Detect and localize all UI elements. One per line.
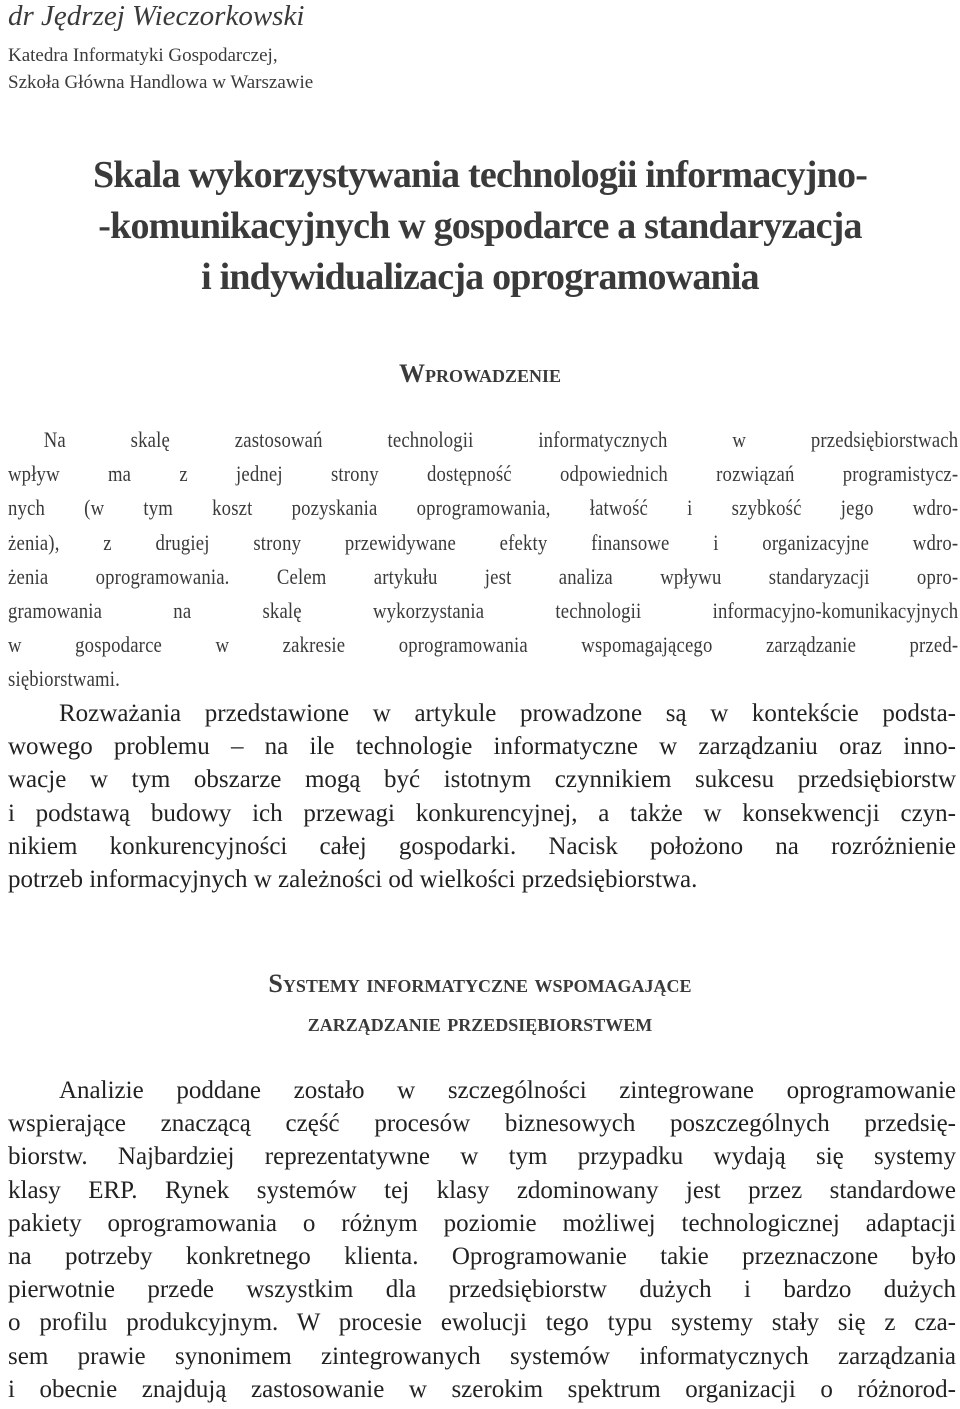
affiliation-department: Katedra Informatyki Gospodarczej, [8,45,278,66]
text-line: o profilu produkcyjnym. W procesie ewolucji tego typu systemy stały się z cza- [8,1309,956,1337]
text-line: w gospodarce w zakresie oprogramowania wspomagającego zarządzanie przed- [8,632,959,658]
introduction-text [8,423,958,697]
text-line: klasy ERP. Rynek systemów tej klasy zdominowany jest przez standardowe [8,1176,956,1204]
erp-systems-paragraph [8,1074,956,1406]
text-line: Na skalę zastosowań technologii informatycznych w przedsiębiorstwach [43,427,959,452]
paper-title [0,150,960,303]
title-line-2: -komunikacyjnych w gospodarce a standaryzacja [98,205,862,247]
title-line-3: i indywidualizacja oprogramowania [201,256,759,298]
text-line: pakiety oprogramowania o różnym poziomie możliwej technologicznej adaptacji [8,1209,956,1237]
text-line: biorstw. Najbardziej reprezentatywne w tym przypadku wydają się systemy [8,1143,956,1171]
text-line: wpływ ma z jednej strony dostępność odpowiednich rozwiązań programistycz- [8,461,959,487]
text-line: pierwotnie przede wszystkim dla przedsiębiorstw dużych i bardzo dużych [8,1276,956,1304]
text-line: potrzeb informacyjnych w zależności od wielkości przedsiębiorstwa. [8,866,698,894]
title-line-1: Skala wykorzystywania technologii informacyjno- [92,154,868,196]
text-line: na potrzeby konkretnego klienta. Oprogramowanie takie przeznaczone było [8,1243,956,1271]
text-line: nych (w tym koszt pozyskania oprogramowania, łatwość i szybkość jego wdro- [8,495,959,521]
author-affiliation [8,42,313,96]
text-line: i podstawą budowy ich przewagi konkurencyjnej, a także w konsekwencji czyn- [8,799,956,827]
text-line: nikiem konkurencyjności całej gospodarki. Nacisk położono na rozróżnienie [8,832,956,860]
author-name: dr Jędrzej Wieczorkowski [8,0,305,32]
text-line: sem prawie synonimem zintegrowanych systemów informatycznych zarządzania [8,1342,956,1370]
section-heading-erp-systems [0,965,960,1043]
text-line: wspierające znaczącą część procesów biznesowych poszczególnych przedsię- [8,1110,956,1138]
text-line: Rozważania przedstawione w artykule prowadzone są w kontekście podsta- [59,700,956,727]
text-line: żenia oprogramowania. Celem artykułu jest analiza wpływu standaryzacji opro- [8,563,959,589]
text-line: wacje w tym obszarze mogą być istotnym czynnikiem sukcesu przedsiębiorstw [8,766,956,794]
section-heading-text: Wprowadzenie [398,359,562,388]
section-heading-line-1: Systemy informatyczne wspomagające [268,969,692,998]
affiliation-university: Szkoła Główna Handlowa w Warszawie [8,72,314,93]
text-line: i obecnie znajdują zastosowanie w szerokim spektrum organizacji o różnorod- [8,1375,956,1403]
introduction-paragraph-2 [8,697,956,896]
text-line: siębiorstwami. [8,666,120,692]
section-heading-line-2: zarządzanie przedsiębiorstwem [307,1008,653,1037]
text-line: wowego problemu – na ile technologie informatyczne w zarządzaniu oraz inno- [8,733,956,761]
text-line: żenia), z drugiej strony przewidywane efekty finansowe i organizacyjne wdro- [8,529,959,555]
section-heading-introduction [0,356,960,393]
text-line: gramowania na skalę wykorzystania technologii informacyjno-komunikacyjnych [8,598,959,624]
text-line: Analizie poddane zostało w szczególności zintegrowane oprogramowanie [59,1077,956,1104]
